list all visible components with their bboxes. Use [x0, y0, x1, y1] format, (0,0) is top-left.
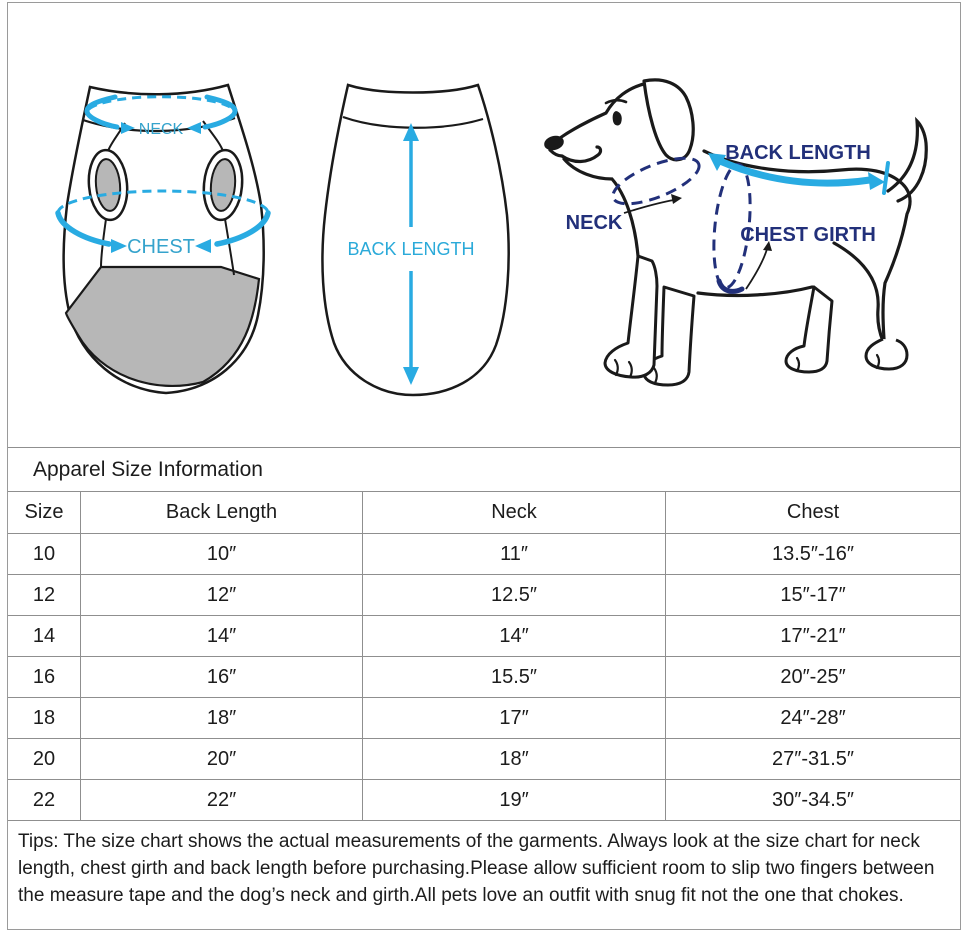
table-cell: 17″ [362, 698, 665, 738]
dog-chest-girth-label: CHEST GIRTH [740, 224, 876, 246]
back-length-label: BACK LENGTH [347, 239, 475, 259]
table-cell: 12″ [80, 575, 362, 615]
tips-text: Tips: The size chart shows the actual measurements of the garments. Always look at the size chart for neck length, chest girth and back length before purchasing.Please allow sufficient room to slip two fingers between the measure tape and the dog’s neck and girth.All pets love an outfit with snug fit not the one that chokes. [8, 820, 960, 929]
neck-label: NECK [138, 121, 184, 138]
table-row [8, 738, 960, 779]
table-header-row [8, 491, 960, 533]
dog-measurement-diagram [536, 51, 956, 431]
table-cell: 13.5″-16″ [665, 534, 960, 574]
table-cell: 16″ [80, 657, 362, 697]
table-cell: 14 [32, 624, 56, 647]
table-row [8, 615, 960, 656]
neck-pointer-icon [671, 194, 682, 204]
column-header-size: Size [24, 501, 64, 523]
table-cell: 16 [32, 665, 56, 688]
table-cell: 17″-21″ [665, 616, 960, 656]
size-chart-image [7, 2, 961, 930]
chest-label: CHEST [127, 236, 195, 258]
table-cell: 24″-28″ [665, 698, 960, 738]
column-header-back-length: Back Length [80, 492, 362, 533]
table-cell: 11″ [362, 534, 665, 574]
table-cell: 19″ [362, 780, 665, 820]
table-cell: 15.5″ [362, 657, 665, 697]
table-cell: 22″ [80, 780, 362, 820]
dog-back-arrow-right-icon [868, 172, 885, 190]
dog-back-length-label: BACK LENGTH [725, 142, 871, 164]
measurement-diagrams [8, 3, 960, 447]
table-row [8, 697, 960, 738]
table-row [8, 656, 960, 697]
table-cell: 12 [32, 583, 56, 606]
table-cell: 18″ [80, 698, 362, 738]
table-cell: 10 [32, 542, 56, 565]
table-cell: 20 [32, 747, 56, 770]
garment-front-diagram [53, 65, 303, 405]
table-cell: 30″-34.5″ [665, 780, 960, 820]
table-cell: 20″ [80, 739, 362, 779]
size-chart-title: Apparel Size Information [8, 447, 960, 491]
table-cell: 20″-25″ [665, 657, 960, 697]
table-cell: 14″ [362, 616, 665, 656]
table-cell: 18 [32, 706, 56, 729]
table-row [8, 533, 960, 574]
table-cell: 27″-31.5″ [665, 739, 960, 779]
column-header-chest: Chest [665, 492, 960, 533]
table-row [8, 574, 960, 615]
table-cell: 12.5″ [362, 575, 665, 615]
table-cell: 22 [32, 788, 56, 811]
table-cell: 15″-17″ [665, 575, 960, 615]
table-cell: 14″ [80, 616, 362, 656]
table-row [8, 779, 960, 820]
table-cell: 18″ [362, 739, 665, 779]
table-cell: 10″ [80, 534, 362, 574]
column-header-neck: Neck [362, 492, 665, 533]
garment-back-diagram [318, 75, 513, 405]
dog-neck-label: NECK [565, 212, 623, 234]
